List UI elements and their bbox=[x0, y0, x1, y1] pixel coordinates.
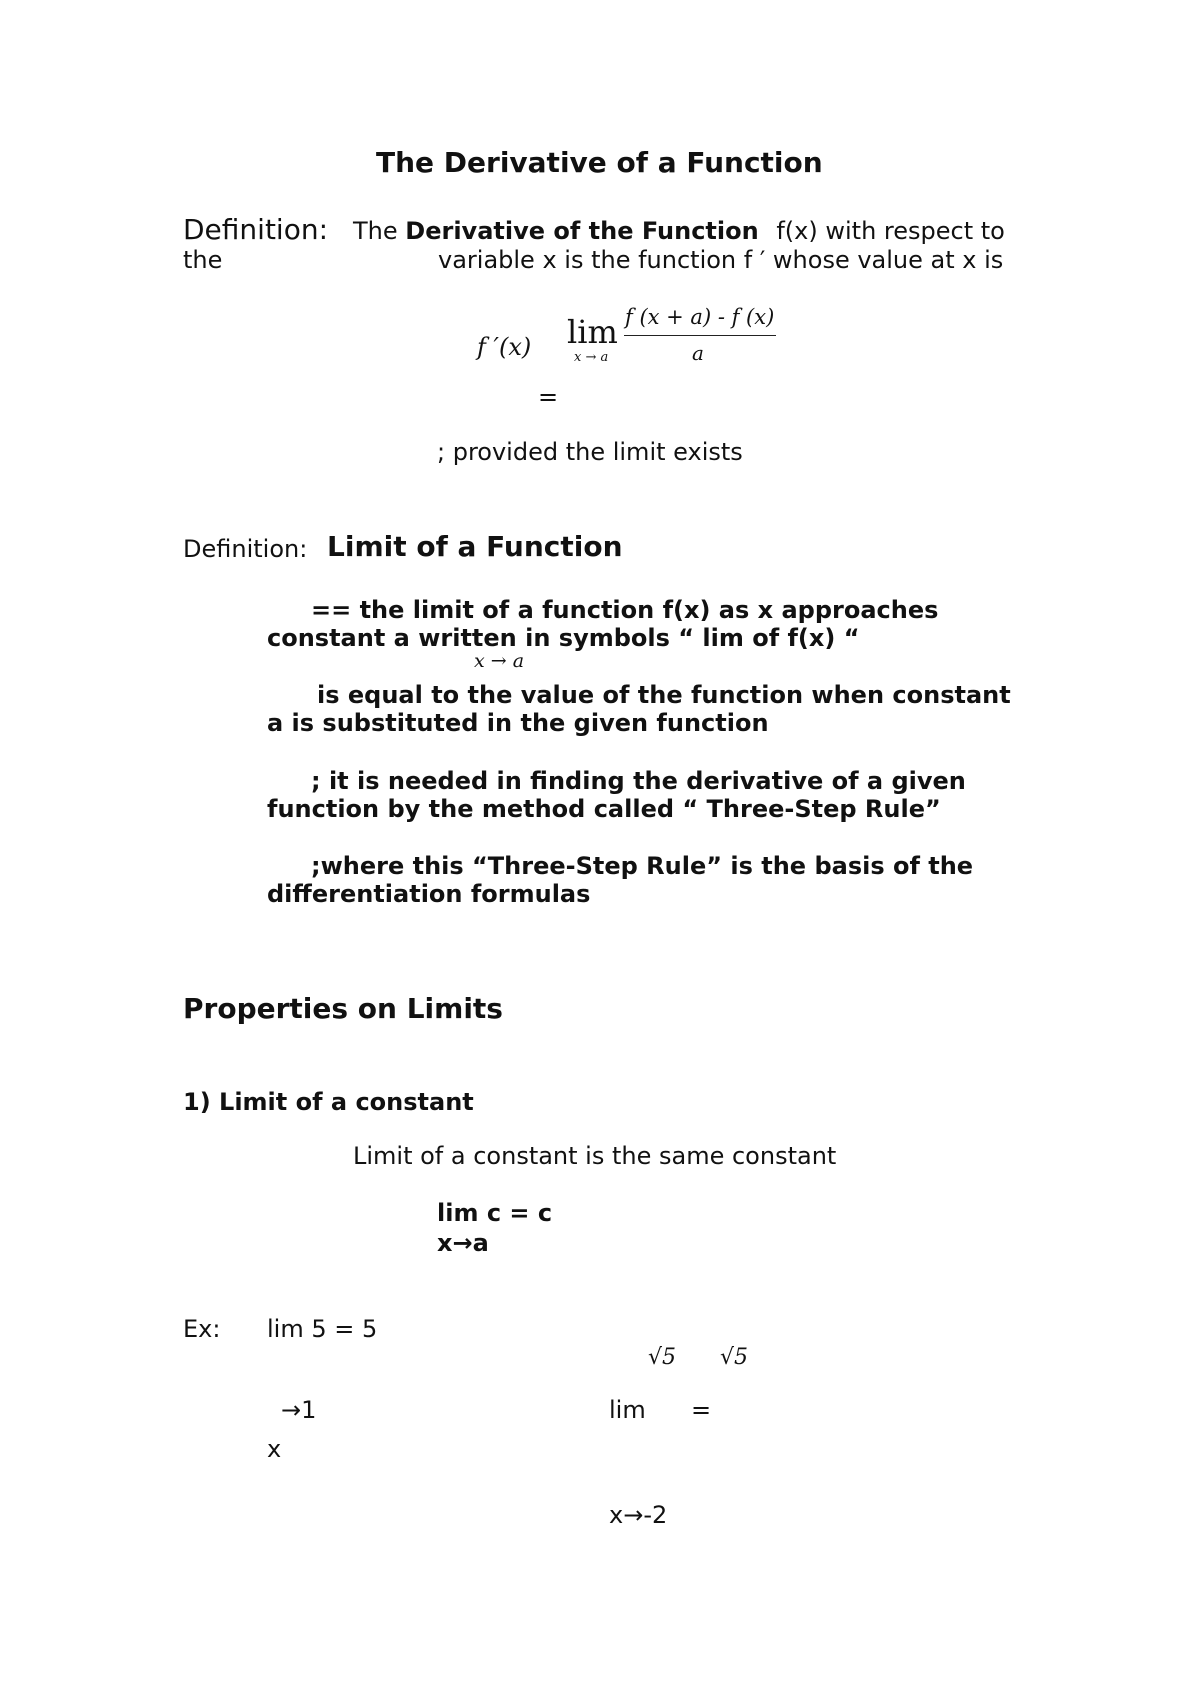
formula-lhs: f ′(x) bbox=[477, 333, 532, 361]
definition-pre: The bbox=[353, 217, 398, 245]
formula-denominator: a bbox=[692, 341, 704, 365]
example1-variable: x bbox=[267, 1435, 282, 1463]
limit-para1-subscript: x → a bbox=[474, 650, 525, 672]
formula-proviso: ; provided the limit exists bbox=[437, 438, 743, 466]
property1-statement: Limit of a constant is the same constant bbox=[353, 1142, 837, 1170]
limit-para3-line1: ; it is needed in finding the derivative of a given bbox=[311, 767, 966, 795]
limit-para3-line2: function by the method called “ Three-Step Rule” bbox=[267, 795, 941, 823]
formula-fraction-bar bbox=[624, 335, 776, 336]
definition-text-line1 bbox=[353, 217, 1005, 245]
formula-equals: = bbox=[538, 383, 559, 411]
formula-lim: lim bbox=[567, 313, 618, 351]
limit-para4-line2: differentiation formulas bbox=[267, 880, 591, 908]
properties-heading: Properties on Limits bbox=[183, 992, 503, 1025]
limit-para1-line2: constant a written in symbols “ lim of f(x) “ bbox=[267, 624, 860, 652]
definition-label: Definition: bbox=[183, 213, 329, 246]
definition2-term: Limit of a Function bbox=[327, 530, 623, 563]
definition2-label: Definition: bbox=[183, 535, 308, 563]
formula-numerator: f (x + a) - f (x) bbox=[625, 305, 775, 329]
formula-lim-sub: x → a bbox=[574, 350, 609, 365]
property1-rule-line1: lim c = c bbox=[437, 1199, 553, 1227]
example2-subscript: x→-2 bbox=[609, 1501, 668, 1529]
example2-sqrt-1: √5 bbox=[648, 1345, 677, 1370]
page-title: The Derivative of a Function bbox=[376, 146, 823, 179]
definition-line2-right: variable x is the function f ′ whose value at x is bbox=[438, 246, 1004, 274]
limit-para4-line1: ;where this “Three-Step Rule” is the basis of the bbox=[311, 852, 974, 880]
property1-heading: 1) Limit of a constant bbox=[183, 1088, 474, 1116]
example2-lim: lim bbox=[609, 1396, 646, 1424]
example2-sqrt-2: √5 bbox=[720, 1345, 749, 1370]
limit-para1-line1: == the limit of a function f(x) as x approaches bbox=[311, 596, 939, 624]
example1-arrow: →1 bbox=[281, 1396, 317, 1424]
example-label: Ex: bbox=[183, 1315, 221, 1343]
definition-post: f(x) with respect to bbox=[776, 217, 1005, 245]
example2-equals: = bbox=[691, 1396, 712, 1424]
example1-expression: lim 5 = 5 bbox=[267, 1315, 378, 1343]
limit-para2-line1: is equal to the value of the function when constant bbox=[317, 681, 1011, 709]
definition-term: Derivative of the Function bbox=[405, 217, 759, 245]
limit-para2-line2: a is substituted in the given function bbox=[267, 709, 769, 737]
property1-rule-line2: x→a bbox=[437, 1229, 489, 1257]
definition-line2-left: the bbox=[183, 246, 223, 274]
